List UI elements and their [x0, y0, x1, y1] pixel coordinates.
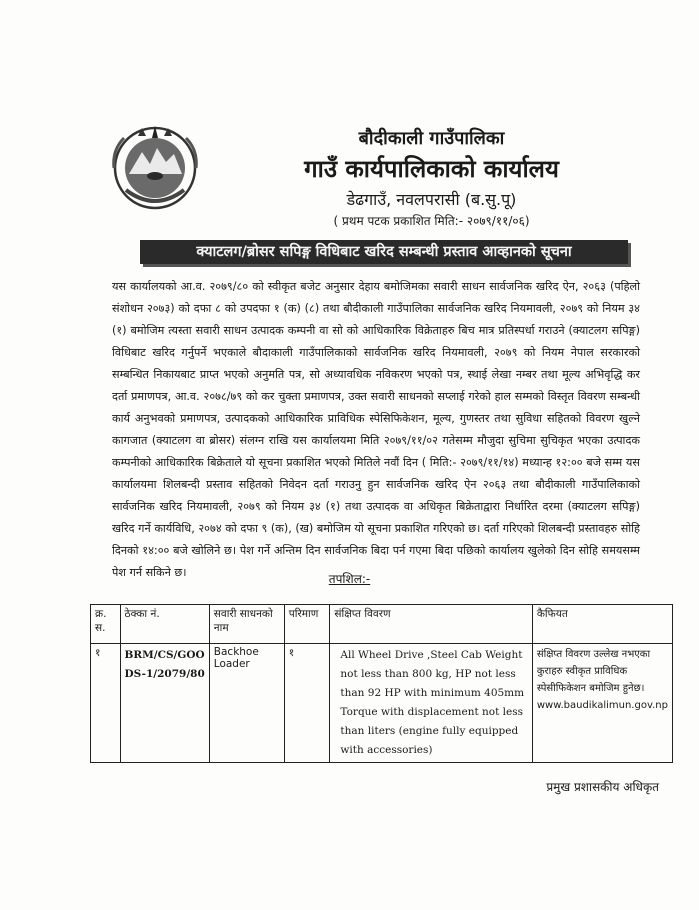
office-title: गाउँ कार्यपालिकाको कार्यालय: [304, 155, 559, 183]
signature-designation: प्रमुख प्रशासकीय अधिकृत: [546, 780, 659, 794]
header-quantity: परिमाण: [284, 605, 330, 644]
header-vehicle: सवारी साधनको नाम: [209, 605, 284, 644]
office-name: बौदीकाली गाउँपालिका: [358, 128, 505, 149]
header-sn: क्र. स.: [91, 605, 121, 644]
cell-remarks: संक्षिप्त विवरण उल्लेख नभएका कुराहरु स्वीकृत प्राविधिक स्पेसीफिकेशन बमोजिम हुनेछ। www.baudikalimun.gov.np: [532, 644, 672, 763]
cell-description: All Wheel Drive ,Steel Cab Weight not less than 800 kg, HP not less than 92 HP with minimum 405mm Torque with displacement not less than liters (engine fully equipped with accessories): [330, 644, 532, 763]
cell-sn: १: [91, 644, 121, 763]
annex-table: [90, 604, 673, 763]
notice-title: क्याटलग/ब्रोसर सपिङ्ग विधिबाट खरिद सम्बन्धी प्रस्ताव आव्हानको सूचना: [140, 240, 628, 264]
header-description: संक्षिप्त विवरण: [330, 605, 532, 644]
table-row: [91, 644, 673, 763]
cell-vehicle: Backhoe Loader: [209, 644, 284, 763]
notice-body: यस कार्यालयको आ.व. २०७९/८० को स्वीकृत बजेट अनुसार देहाय बमोजिमका सवारी साधन सार्वजनिक खरिद ऐन, २०६३ (पहिलो संशोधन २०७३) को दफा ८ को उपदफा १ (क) (८) तथा बौदीकाली गाउँपालिका सार्वजनिक खरिद नियमावली, २०७९ को नियम ३४ (१) बमोजिम त्यस्ता सवारी साधन उत्पादक कम्पनी वा सो को आधिकारिक विक्रेताहरु बिच मात्र प्रतिस्पर्धा गराउने (क्याटलग सपिङ्ग) विधिबाट खरिद गर्नुपर्ने भएकाले बौदाकाली गाउँपालिकाको सार्वजनिक खरिद नियमावली, २०७९ को नियम नेपाल सरकारको सम्बन्धित निकायबाट प्राप्त भएको अनुमति पत्र, सो अध्यावधिक नविकरण भएको पत्र, स्थाई लेखा नम्बर तथा मूल्य अभिवृद्धि कर दर्ता प्रमाणपत्र, आ.व. २०७८/७९ को कर चुक्ता प्रमाणपत्र, उक्त सवारी साधनको सप्लाई गरेको हाल सम्मको विस्तृत विवरण सम्बन्धी कार्य अनुभवको प्रमाणपत्र, उत्पादकको आधिकारिक प्राविधिक स्पेसिफिकेशन, मूल्य, गुणस्तर तथा सुविधा सहितको विवरण खुल्ने कागजात (क्याटलग वा ब्रोसर) संलग्न राखि यस कार्यालयमा मिति २०७९/११/०२ गतेसम्म मौजुदा सुचिमा सुचिकृत भएका उत्पादक कम्पनीको आधिकारिक बिक्रेताले यो सूचना प्रकाशित भएको मितिले नवौं दिन ( मिति:- २०७९/११/१४) मध्यान्ह १२:०० बजे सम्म यस कार्यालयमा शिलबन्दी प्रस्ताव सहितको निवेदन दर्ता गराउनु हुन सार्वजनिक खरिद ऐन २०६३ तथा बौदीकाली गाउँपालिकाको सार्वजनिक खरिद नियमावली, २०७९ को नियम ३४ (१) तथा उत्पादक वा अधिकृत बिक्रेताद्वारा निर्धारित दरमा (क्याटलग सपिङ्ग) खरिद गर्ने कार्यविधि, २०७४ को दफा ९ (क), (ख) बमोजिम यो सूचना प्रकाशित गरिएको छ। दर्ता गरिएको शिलबन्दी प्रस्तावहरु सोहि दिनको १४:०० बजे खोलिने छ। पेश गर्ने अन्तिम दिन सार्वजनिक बिदा पर्न गएमा बिदा पछिको कार्यालय खुलेको दिन सोहि समयसम्म पेश गर्न सकिने छ।: [112, 280, 640, 579]
annex-label: तपशिल:-: [328, 572, 371, 586]
publish-date: ( प्रथम पटक प्रकाशित मिति:- २०७९/११/०६): [333, 214, 530, 228]
cell-contract-no: BRM/CS/GOODS-1/2079/80: [120, 644, 209, 763]
cell-quantity: १: [284, 644, 330, 763]
header-contract-no: ठेक्का नं.: [120, 605, 209, 644]
table-header-row: [91, 605, 673, 644]
office-address: डेढगाउँ, नवलपरासी (ब.सु.पू): [346, 190, 517, 209]
header-remarks: कैफियत: [532, 605, 672, 644]
